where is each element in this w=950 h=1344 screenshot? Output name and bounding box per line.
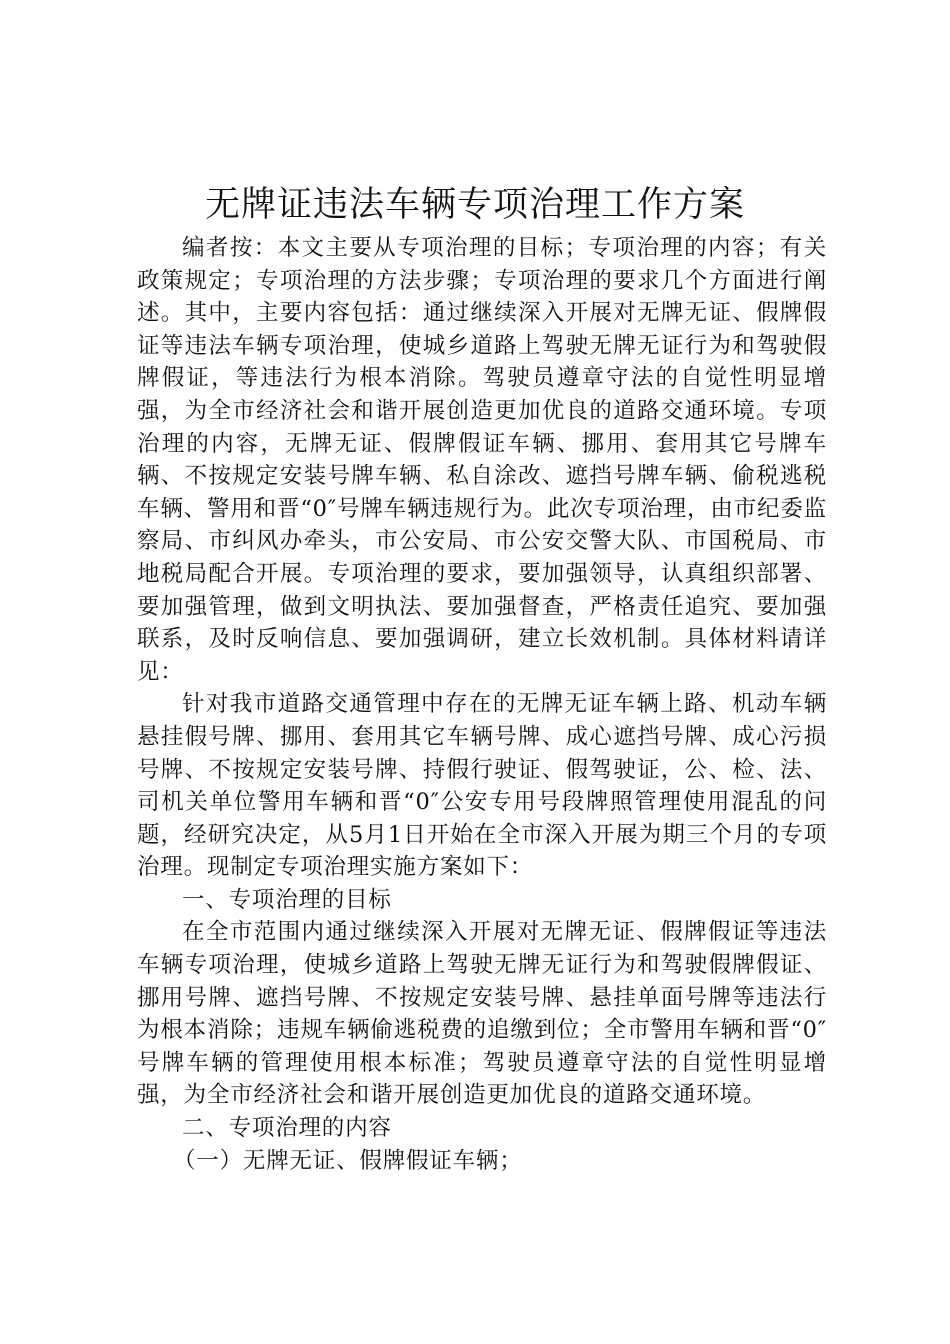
section-2-heading: 二、专项治理的内容 (182, 1115, 392, 1142)
document-body (137, 232, 827, 1177)
section-2-item-1: （一）无牌无证、假牌假证车辆； (173, 1147, 523, 1174)
document-title: 无牌证违法车辆专项治理工作方案 (204, 185, 745, 225)
section-1-heading: 一、专项治理的目标 (182, 886, 392, 913)
section-1-paragraph: 在全市范围内通过继续深入开展对无牌无证、假牌假证等违法车辆专项治理，使城乡道路上驾驶无牌无证行为和驾驶假牌假证、挪用号牌、遮挡号牌、不按规定安装号牌、悬挂单面号牌等违法行为根本消除；违规车辆偷逃税费的追缴到位；全市警用车辆和晋“0″号牌车辆的管理使用根本标准；驾驶员遵章守法的自觉性明显增强，为全市经济社会和谐开展创造更加优良的道路交通环境。 (137, 919, 827, 1109)
editor-note-paragraph: 编者按：本文主要从专项治理的目标；专项治理的内容；有关政策规定；专项治理的方法步骤；专项治理的要求几个方面进行阐述。其中，主要内容包括：通过继续深入开展对无牌无证、假牌假证等违法车辆专项治理，使城乡道路上驾驶无牌无证行为和驾驶假牌假证，等违法行为根本消除。驾驶员遵章守法的自觉性明显增强，为全市经济社会和谐开展创造更加优良的道路交通环境。专项治理的内容，无牌无证、假牌假证车辆、挪用、套用其它号牌车辆、不按规定安装号牌车辆、私自涂改、遮挡号牌车辆、偷税逃税车辆、警用和晋“0″号牌车辆违规行为。此次专项治理，由市纪委监察局、市纠风办牵头，市公安局、市公安交警大队、市国税局、市地税局配合开展。专项治理的要求，要加强领导，认真组织部署、要加强管理，做到文明执法、要加强督查，严格责任追究、要加强联系，及时反响信息、要加强调研，建立长效机制。具体材料请详见： (137, 235, 827, 685)
intro-paragraph: 针对我市道路交通管理中存在的无牌无证车辆上路、机动车辆悬挂假号牌、挪用、套用其它车辆号牌、成心遮挡号牌、成心污损号牌、不按规定安装号牌、持假行驶证、假驾驶证，公、检、法、司机关单位警用车辆和晋“0″公安专用号段牌照管理使用混乱的问题，经研究决定，从5月1日开始在全市深入开展为期三个月的专项治理。现制定专项治理实施方案如下： (137, 691, 827, 881)
